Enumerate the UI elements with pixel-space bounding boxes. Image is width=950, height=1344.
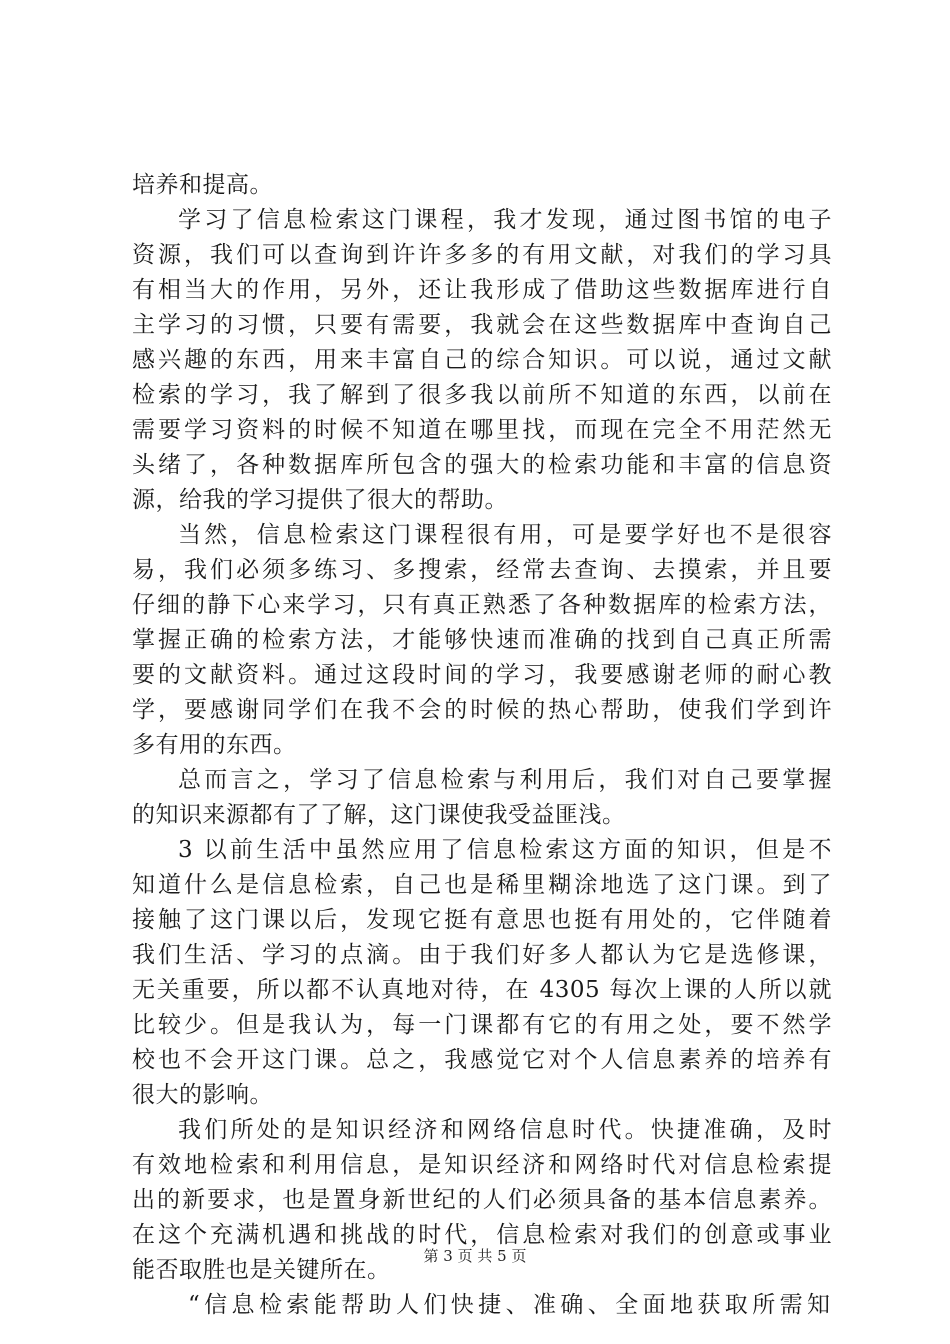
text-line: 多有用的东西。 bbox=[132, 732, 297, 758]
text-line: 头绪了，各种数据库所包含的强大的检索功能和丰富的信息资 bbox=[132, 452, 832, 478]
text-line: 能否取胜也是关键所在。 bbox=[132, 1257, 391, 1283]
text-line: 学习了信息检索这门课程，我才发现，通过图书馆的电子 bbox=[178, 207, 832, 233]
text-line: 接触了这门课以后，发现它挺有意思也挺有用处的，它伴随着 bbox=[132, 907, 832, 933]
text-line: 无关重要，所以都不认真地对待，在 4305 每次上课的人所以就 bbox=[132, 977, 832, 1003]
text-line: 需要学习资料的时候不知道在哪里找，而现在完全不用茫然无 bbox=[132, 417, 832, 443]
text-line: 的知识来源都有了了解，这门课使我受益匪浅。 bbox=[132, 802, 626, 828]
text-line: 资源，我们可以查询到许许多多的有用文献，对我们的学习具 bbox=[132, 242, 832, 268]
text-line: 总而言之，学习了信息检索与利用后，我们对自己要掌握 bbox=[178, 767, 832, 793]
text-line: 感兴趣的东西，用来丰富自己的综合知识。可以说，通过文献 bbox=[132, 347, 832, 373]
text-line: 检索的学习，我了解到了很多我以前所不知道的东西，以前在 bbox=[132, 382, 832, 408]
text-line: “信息检索能帮助人们快捷、准确、全面地获取所需知 bbox=[188, 1292, 832, 1318]
text-line: 我们所处的是知识经济和网络信息时代。快捷准确，及时 bbox=[178, 1117, 832, 1143]
text-line: 3 以前生活中虽然应用了信息检索这方面的知识，但是不 bbox=[178, 837, 832, 863]
text-line: 掌握正确的检索方法，才能够快速而准确的找到自己真正所需 bbox=[132, 627, 832, 653]
text-line: 我们生活、学习的点滴。由于我们好多人都认为它是选修课， bbox=[132, 942, 832, 968]
text-line: 在这个充满机遇和挑战的时代，信息检索对我们的创意或事业 bbox=[132, 1222, 832, 1248]
text-line: 有相当大的作用，另外，还让我形成了借助这些数据库进行自 bbox=[132, 277, 832, 303]
page-footer: 第 3 页 共 5 页 bbox=[423, 1247, 527, 1265]
document-body bbox=[132, 168, 832, 1323]
text-line: 仔细的静下心来学习，只有真正熟悉了各种数据库的检索方法， bbox=[132, 592, 832, 618]
text-line: 很大的影响。 bbox=[132, 1082, 273, 1108]
text-line: 有效地检索和利用信息，是知识经济和网络时代对信息检索提 bbox=[132, 1152, 832, 1178]
text-line: 要的文献资料。通过这段时间的学习，我要感谢老师的耐心教 bbox=[132, 662, 832, 688]
text-line: 比较少。但是我认为，每一门课都有它的有用之处，要不然学 bbox=[132, 1012, 832, 1038]
text-line: 主学习的习惯，只要有需要，我就会在这些数据库中查询自己 bbox=[132, 312, 832, 338]
text-line: 源，给我的学习提供了很大的帮助。 bbox=[132, 487, 508, 513]
text-line: 知道什么是信息检索，自己也是稀里糊涂地选了这门课。到了 bbox=[132, 872, 832, 898]
text-line: 校也不会开这门课。总之，我感觉它对个人信息素养的培养有 bbox=[132, 1047, 832, 1073]
text-line: 培养和提高。 bbox=[132, 172, 273, 198]
text-line: 学，要感谢同学们在我不会的时候的热心帮助，使我们学到许 bbox=[132, 697, 832, 723]
text-line: 易，我们必须多练习、多搜索，经常去查询、去摸索，并且要 bbox=[132, 557, 832, 583]
text-line: 出的新要求，也是置身新世纪的人们必须具备的基本信息素养。 bbox=[132, 1187, 832, 1213]
text-line: 当然，信息检索这门课程很有用，可是要学好也不是很容 bbox=[178, 522, 832, 548]
